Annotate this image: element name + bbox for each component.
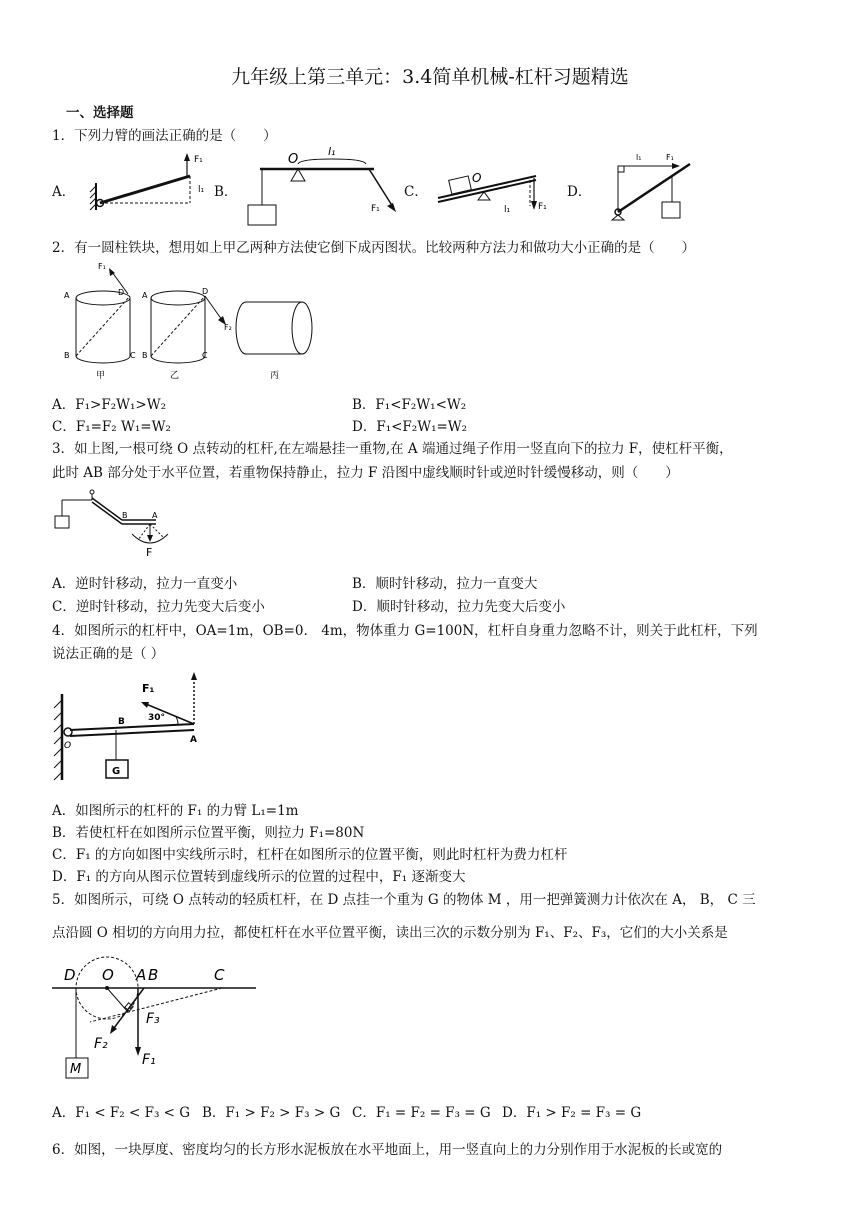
question-1-stem: 1．下列力臂的画法正确的是（ ） xyxy=(52,128,277,144)
q1d-l1-label: l₁ xyxy=(636,153,642,162)
question-4-stem-line2: 说法正确的是（ ） xyxy=(52,646,165,662)
q1-option-a-label: A． xyxy=(52,184,76,200)
q3-option-b: B．顺时针移动，拉力一直变大 xyxy=(352,576,538,592)
q1c-f1-label: F₁ xyxy=(538,202,547,212)
q2-option-d: D．F₁<F₂W₁=W₂ xyxy=(352,419,468,435)
page-title: 九年级上第三单元：3.4简单机械-杠杆习题精选 xyxy=(231,66,629,88)
q3-a-label: A xyxy=(152,511,158,520)
q3-option-a: A．逆时针移动，拉力一直变小 xyxy=(52,576,238,592)
q3-figure xyxy=(52,486,182,558)
q1b-f1-label: F₁ xyxy=(371,204,380,214)
q5-option-c: C．F₁ = F₂ = F₃ = G xyxy=(352,1105,491,1121)
q5-b-label: B xyxy=(148,966,159,984)
q5-option-b: B．F₁ > F₂ > F₃ > G xyxy=(202,1105,341,1121)
q5-o-label: O xyxy=(102,966,114,984)
q2-yi-c-label: C xyxy=(202,351,208,360)
q2-bing-caption: 丙 xyxy=(270,371,280,381)
q1-figure-a xyxy=(84,148,214,228)
q4-a-label: A xyxy=(190,735,197,745)
q1b-o-label: O xyxy=(288,152,299,167)
q2-yi-f2-label: F₂ xyxy=(224,323,232,332)
q1a-f1-label: F₁ xyxy=(194,155,203,165)
q4-f1-label: F₁ xyxy=(142,682,155,695)
q3-b-label: B xyxy=(122,511,128,520)
q4-angle-label: 30° xyxy=(148,713,166,723)
q4-b-label: B xyxy=(118,717,125,727)
q1-figure-c xyxy=(430,150,560,222)
q3-f-label: F xyxy=(146,546,153,559)
q1-option-b-label: B． xyxy=(214,184,238,200)
q4-option-d: D．F₁ 的方向从图示位置转到虚线所示的位置的过程中，F₁ 逐渐变大 xyxy=(52,869,466,885)
q2-jia-b-label: B xyxy=(64,351,70,360)
q2-jia-d-label: D xyxy=(118,288,125,297)
q1d-f1-label: F₁ xyxy=(666,153,674,162)
q2-yi-b-label: B xyxy=(142,351,148,360)
q4-option-a: A．如图所示的杠杆的 F₁ 的力臂 L₁=1m xyxy=(52,803,299,819)
q4-option-b: B．若使杠杆在如图所示位置平衡，则拉力 F₁=80N xyxy=(52,825,365,841)
q5-a-label: A xyxy=(136,966,147,984)
q5-option-d: D．F₁ > F₂ = F₃ = G xyxy=(502,1105,642,1121)
q5-c-label: C xyxy=(214,966,225,984)
q1-figure-d xyxy=(598,150,708,222)
q1-option-c-label: C． xyxy=(404,184,428,200)
q1-figure-b xyxy=(236,145,406,230)
q5-option-a: A．F₁ < F₂ < F₃ < G xyxy=(52,1105,191,1121)
q1c-l1-label: l₁ xyxy=(504,205,511,215)
q5-f3-label: F₃ xyxy=(146,1011,160,1027)
question-5-stem-line2: 点沿圆 O 相切的方向用力拉，都使杠杆在水平位置平衡，读出三次的示数分别为 F₁、F₂、F₃，它们的大小关系是 xyxy=(52,925,728,941)
q2-jia-f1-label: F₁ xyxy=(98,262,106,271)
q3-option-c: C．逆时针移动，拉力先变大后变小 xyxy=(52,599,265,615)
q1c-o-label: O xyxy=(472,171,482,185)
question-4-stem-line1: 4．如图所示的杠杆中，OA=1m，OB=0. 4m，物体重力 G=100N，杠杆自身重力忽略不计，则关于此杠杆，下列 xyxy=(52,623,758,639)
question-5-stem-line1: 5．如图所示，可绕 O 点转动的轻质杠杆，在 D 点挂一个重为 G 的物体 M ，用一把弹簧测力计依次在 A， B， C 三 xyxy=(52,892,756,908)
q4-figure xyxy=(50,668,210,786)
question-3-stem-line1: 3．如上图,一根可绕 O 点转动的杠杆,在左端悬挂一重物,在 A 端通过绳子作用一竖直向下的拉力 F，使杠杆平衡， xyxy=(52,441,733,457)
q5-f1-label: F₁ xyxy=(142,1052,156,1068)
section-heading: 一、选择题 xyxy=(66,105,134,121)
q2-option-a: A．F₁>F₂W₁>W₂ xyxy=(52,397,167,413)
question-6-stem: 6．如图，一块厚度、密度均匀的长方形水泥板放在水平地面上，用一竖直向上的力分别作用于水泥板的长或宽的 xyxy=(52,1142,723,1158)
q2-figure xyxy=(56,258,326,383)
q3-option-d: D．顺时针移动，拉力先变大后变小 xyxy=(352,599,566,615)
q1a-l1-label: l₁ xyxy=(198,185,205,195)
q2-option-c: C．F₁=F₂ W₁=W₂ xyxy=(52,419,171,435)
q2-jia-a-label: A xyxy=(64,291,70,300)
q4-g-label: G xyxy=(112,766,121,777)
question-2-stem: 2．有一圆柱铁块，想用如上甲乙两种方法使它倒下成丙图状。比较两种方法力和做功大小正确的是（ ） xyxy=(52,240,696,256)
q2-yi-a-label: A xyxy=(142,291,148,300)
q2-jia-c-label: C xyxy=(130,351,136,360)
q2-option-b: B．F₁<F₂W₁<W₂ xyxy=(352,397,467,413)
q1b-l1-label: l₁ xyxy=(328,145,336,158)
q2-yi-d-label: D xyxy=(202,287,209,296)
q1-option-d-label: D． xyxy=(567,184,592,200)
q2-yi-caption: 乙 xyxy=(170,371,180,381)
question-3-stem-line2: 此时 AB 部分处于水平位置，若重物保持静止，拉力 F 沿图中虚线顺时针或逆时针缓慢移动，则（ ） xyxy=(52,465,679,481)
q5-d-label: D xyxy=(64,966,76,984)
q4-o-label: O xyxy=(64,741,72,751)
q5-figure xyxy=(50,960,280,1085)
q4-option-c: C．F₁ 的方向如图中实线所示时，杠杆在如图所示的位置平衡，则此时杠杆为费力杠杆 xyxy=(52,847,568,863)
q2-jia-caption: 甲 xyxy=(96,371,106,381)
q5-m-label: M xyxy=(70,1062,82,1077)
q5-f2-label: F₂ xyxy=(94,1036,108,1052)
